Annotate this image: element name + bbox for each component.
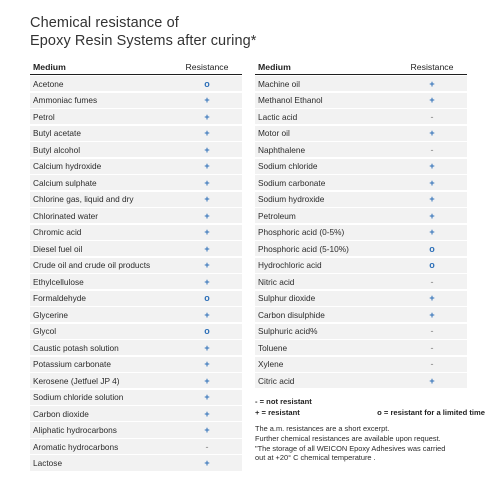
table-row <box>255 291 467 306</box>
row-resistance: + <box>204 194 210 205</box>
table-row <box>255 357 467 372</box>
table-row <box>30 340 242 355</box>
note-line-4: out at +20° C chemical temperature . <box>255 453 376 463</box>
table-row <box>30 109 242 124</box>
row-medium: Motor oil <box>258 128 290 139</box>
table-row <box>30 142 242 157</box>
table-row <box>255 307 467 322</box>
row-resistance: + <box>204 260 210 271</box>
table-row <box>30 373 242 388</box>
table-row <box>255 142 467 157</box>
table-row <box>255 258 467 273</box>
table-row <box>30 455 242 470</box>
row-resistance: + <box>204 392 210 403</box>
table-body-right <box>255 76 467 388</box>
row-resistance: + <box>204 128 210 139</box>
row-resistance: + <box>204 111 210 122</box>
table-row <box>30 324 242 339</box>
row-resistance: + <box>429 95 435 106</box>
row-medium: Glycol <box>33 326 57 337</box>
row-medium: Nitric acid <box>258 276 295 287</box>
table-row <box>255 208 467 223</box>
resistance-table-right <box>255 60 467 388</box>
row-resistance: - <box>430 326 434 337</box>
table-row <box>255 159 467 174</box>
row-resistance: + <box>429 375 435 386</box>
note-line-2: Further chemical resistances are available upon request. <box>255 433 441 443</box>
row-medium: Chlorinated water <box>33 210 99 221</box>
table-row <box>255 126 467 141</box>
row-resistance: + <box>204 309 210 320</box>
legend <box>255 396 485 418</box>
row-resistance: - <box>205 441 209 452</box>
legend-limited: o = resistant for a limited time <box>377 408 485 417</box>
row-medium: Acetone <box>33 78 64 89</box>
row-medium: Calcium sulphate <box>33 177 97 188</box>
row-resistance: - <box>430 144 434 155</box>
legend-not-resistant: - = not resistant <box>255 397 312 406</box>
table-row <box>255 340 467 355</box>
row-medium: Sulphuric acid% <box>258 326 318 337</box>
title-line-1: Chemical resistance of <box>30 15 179 31</box>
row-medium: Naphthalene <box>258 144 306 155</box>
row-medium: Crude oil and crude oil products <box>33 260 151 271</box>
row-medium: Ethylcellulose <box>33 276 84 287</box>
table-row <box>30 225 242 240</box>
table-row <box>255 175 467 190</box>
table-row <box>30 274 242 289</box>
header-medium: Medium <box>258 62 291 72</box>
row-medium: Methanol Ethanol <box>258 95 323 106</box>
header-resistance: Resistance <box>410 62 454 72</box>
table-row <box>30 241 242 256</box>
row-resistance: - <box>430 359 434 370</box>
row-resistance: o <box>429 243 435 254</box>
row-medium: Butyl alcohol <box>33 144 81 155</box>
row-medium: Phosphoric acid (0-5%) <box>258 227 345 238</box>
row-resistance: + <box>204 276 210 287</box>
row-medium: Sodium carbonate <box>258 177 326 188</box>
table-header <box>255 60 467 75</box>
row-medium: Formaldehyde <box>33 293 87 304</box>
table-row <box>30 357 242 372</box>
table-row <box>30 159 242 174</box>
row-medium: Chromic acid <box>33 227 82 238</box>
table-row <box>30 126 242 141</box>
row-medium: Carbon disulphide <box>258 309 325 320</box>
table-row <box>30 208 242 223</box>
row-resistance: + <box>204 210 210 221</box>
row-resistance: + <box>429 210 435 221</box>
row-medium: Sodium chloride solution <box>33 392 124 403</box>
table-header <box>30 60 242 75</box>
resistance-table-left <box>30 60 242 471</box>
row-resistance: + <box>204 227 210 238</box>
row-medium: Hydrochloric acid <box>258 260 322 271</box>
row-medium: Phosphoric acid (5-10%) <box>258 243 349 254</box>
row-resistance: + <box>204 144 210 155</box>
note-line-1: The a.m. resistances are a short excerpt. <box>255 424 390 433</box>
row-resistance: o <box>429 260 435 271</box>
table-row <box>30 291 242 306</box>
table-row <box>255 109 467 124</box>
table-row <box>30 258 242 273</box>
table-row <box>255 241 467 256</box>
header-medium: Medium <box>33 62 66 72</box>
row-resistance: + <box>204 425 210 436</box>
row-medium: Aromatic hydrocarbons <box>33 441 119 452</box>
legend-line-2 <box>255 407 485 418</box>
row-medium: Diesel fuel oil <box>33 243 83 254</box>
legend-resistant: + = resistant <box>255 408 300 417</box>
row-medium: Ammoniac fumes <box>33 95 98 106</box>
table-row <box>255 274 467 289</box>
row-resistance: - <box>430 111 434 122</box>
row-medium: Petrol <box>33 111 55 122</box>
row-medium: Petroleum <box>258 210 296 221</box>
table-row <box>30 390 242 405</box>
table-row <box>255 93 467 108</box>
row-resistance: + <box>204 95 210 106</box>
table-row <box>30 93 242 108</box>
row-resistance: + <box>429 177 435 188</box>
row-resistance: + <box>429 293 435 304</box>
table-body-left <box>30 76 242 470</box>
table-row <box>30 175 242 190</box>
row-medium: Lactose <box>33 458 63 469</box>
row-resistance: + <box>204 458 210 469</box>
title-line-2: Epoxy Resin Systems after curing* <box>30 33 257 49</box>
row-resistance: + <box>204 375 210 386</box>
row-medium: Xylene <box>258 359 284 370</box>
row-resistance: + <box>204 408 210 419</box>
table-row <box>255 192 467 207</box>
row-medium: Sodium chloride <box>258 161 318 172</box>
row-resistance: - <box>430 342 434 353</box>
row-resistance: o <box>204 293 210 304</box>
row-medium: Carbon dioxide <box>33 408 89 419</box>
row-medium: Butyl acetate <box>33 128 81 139</box>
row-resistance: + <box>204 359 210 370</box>
document-title <box>30 14 257 50</box>
table-row <box>255 324 467 339</box>
row-resistance: + <box>204 243 210 254</box>
row-resistance: + <box>429 128 435 139</box>
row-resistance: - <box>430 276 434 287</box>
table-row <box>30 76 242 91</box>
row-medium: Lactic acid <box>258 111 298 122</box>
footnotes <box>255 424 490 463</box>
row-resistance: o <box>204 78 210 89</box>
row-medium: Caustic potash solution <box>33 342 119 353</box>
row-medium: Sodium hydroxide <box>258 194 325 205</box>
row-medium: Machine oil <box>258 78 300 89</box>
table-row <box>30 422 242 437</box>
row-medium: Chlorine gas, liquid and dry <box>33 194 134 205</box>
row-resistance: + <box>429 161 435 172</box>
row-resistance: + <box>204 177 210 188</box>
row-resistance: + <box>204 161 210 172</box>
row-medium: Toluene <box>258 342 288 353</box>
table-row <box>30 307 242 322</box>
row-resistance: + <box>429 227 435 238</box>
row-medium: Citric acid <box>258 375 295 386</box>
row-resistance: + <box>429 194 435 205</box>
row-resistance: + <box>429 78 435 89</box>
table-row <box>255 225 467 240</box>
row-resistance: + <box>204 342 210 353</box>
row-medium: Aliphatic hydrocarbons <box>33 425 117 436</box>
table-row <box>255 373 467 388</box>
table-row <box>30 406 242 421</box>
table-row <box>30 439 242 454</box>
row-medium: Calcium hydroxide <box>33 161 102 172</box>
row-medium: Kerosene (Jetfuel JP 4) <box>33 375 120 386</box>
table-row <box>255 76 467 91</box>
row-resistance: + <box>429 309 435 320</box>
row-resistance: o <box>204 326 210 337</box>
row-medium: Sulphur dioxide <box>258 293 316 304</box>
row-medium: Glycerine <box>33 309 69 320</box>
table-row <box>30 192 242 207</box>
header-resistance: Resistance <box>185 62 229 72</box>
note-line-3: "The storage of all WEICON Epoxy Adhesives was carried <box>255 443 446 453</box>
row-medium: Potassium carbonate <box>33 359 111 370</box>
